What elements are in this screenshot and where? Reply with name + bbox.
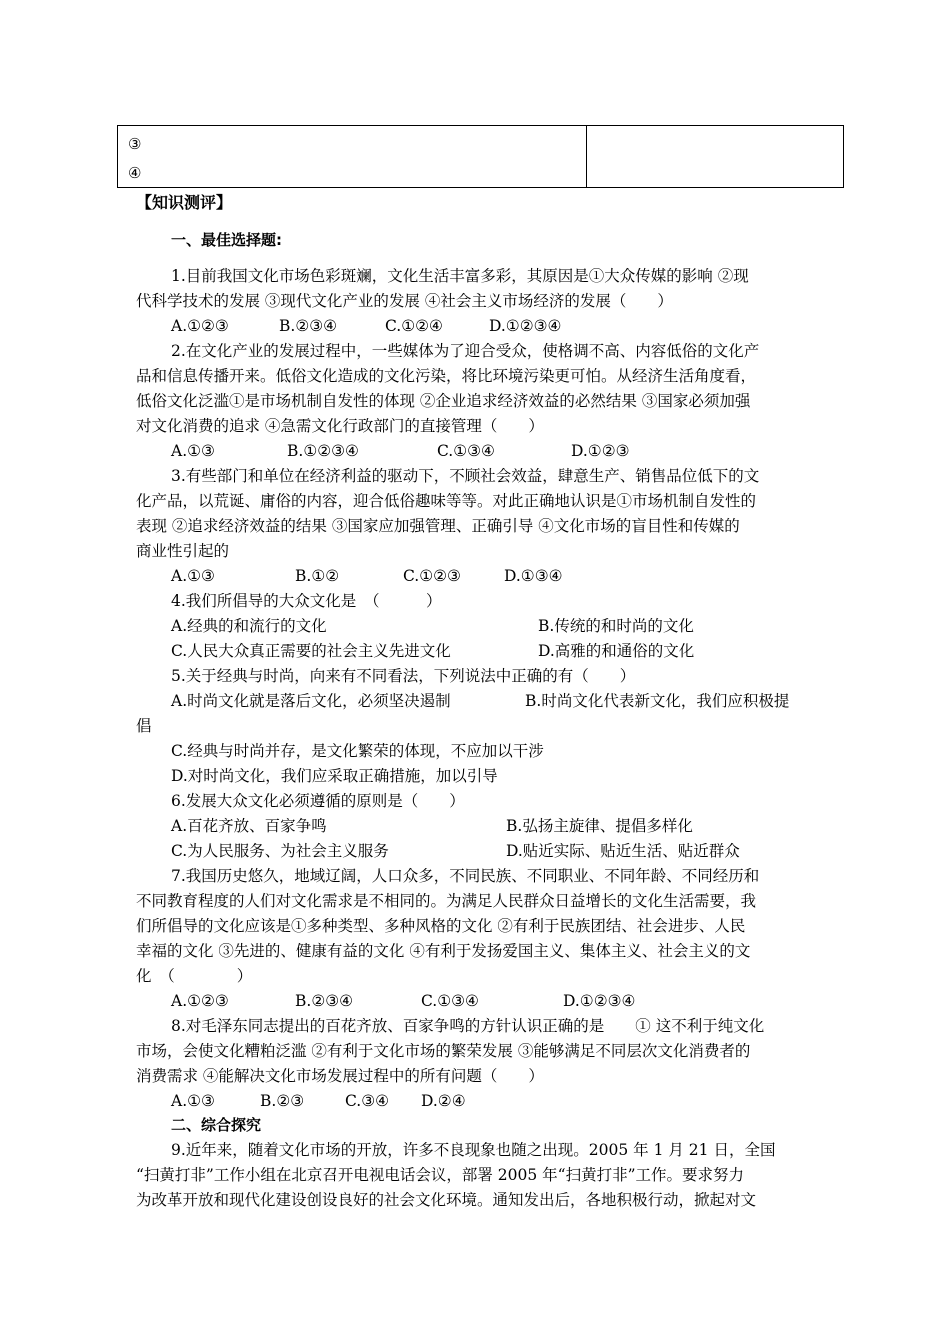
option-c: C.③④ (345, 1092, 390, 1110)
option-b: B.②③ (260, 1092, 305, 1110)
option-d: D.①②③④ (563, 992, 636, 1010)
option-d: D.②④ (421, 1092, 466, 1110)
option-b-wrap: 倡 (136, 717, 152, 735)
question-8-line: 8.对毛泽东同志提出的百花齐放、百家争鸣的方针认识正确的是 ① 这不利于纯文化 (171, 1017, 765, 1035)
question-9-line: “扫黄打非”工作小组在北京召开电视电话会议，部署 2005 年“扫黄打非”工作。要求努力 (136, 1166, 744, 1184)
question-9-line: 9.近年来，随着文化市场的开放，许多不良现象也随之出现。2005 年 1 月 21 日，全国 (171, 1141, 776, 1159)
question-6-line: 6.发展大众文化必须遵循的原则是（ ） (171, 792, 465, 810)
option-a: A.①③ (171, 567, 215, 585)
option-d: D.贴近实际、贴近生活、贴近群众 (506, 842, 740, 860)
option-c: C.为人民服务、为社会主义服务 (171, 842, 389, 860)
option-a: A.百花齐放、百家争鸣 (171, 817, 327, 835)
option-d: D.高雅的和通俗的文化 (538, 642, 695, 660)
option-c: C.经典与时尚并存，是文化繁荣的体现，不应加以干涉 (171, 742, 544, 760)
option-b: B.②③④ (279, 317, 338, 335)
question-8-line: 市场，会使文化糟粕泛滥 ②有利于文化市场的繁荣发展 ③能够满足不同层次文化消费者的 (136, 1042, 751, 1060)
option-c: C.人民大众真正需要的社会主义先进文化 (171, 642, 451, 660)
question-1-line: 1.目前我国文化市场色彩斑斓，文化生活丰富多彩，其原因是①大众传媒的影响 ②现 (171, 267, 749, 285)
option-d: D.对时尚文化，我们应采取正确措施，加以引导 (171, 767, 498, 785)
option-b: B.传统的和时尚的文化 (538, 617, 694, 635)
part1-title: 一、最佳选择题: (171, 231, 282, 249)
table-column-divider (586, 126, 587, 187)
part2-title: 二、综合探究 (171, 1116, 262, 1134)
option-c: C.①②③ (403, 567, 461, 585)
option-d: D.①③④ (504, 567, 563, 585)
question-5-line: 5.关于经典与时尚，向来有不同看法，下列说法中正确的有（ ） (171, 667, 636, 685)
option-b: B.②③④ (295, 992, 354, 1010)
option-a: A.时尚文化就是落后文化，必须坚决遏制 (171, 692, 451, 710)
question-2-line: 品和信息传播开来。低俗文化造成的文化污染，将比环境污染更可怕。从经济生活角度看， (136, 367, 757, 385)
question-8-line: 消费需求 ④能解决文化市场发展过程中的所有问题（ ） (136, 1067, 544, 1085)
option-c: C.①③④ (421, 992, 479, 1010)
question-9-line: 为改革开放和现代化建设创设良好的社会文化环境。通知发出后，各地积极行动，掀起对文 (136, 1191, 757, 1209)
option-a: A.经典的和流行的文化 (171, 617, 327, 635)
option-a: A.①③ (171, 442, 215, 460)
question-3-line: 表现 ②追求经济效益的结果 ③国家应加强管理、正确引导 ④文化市场的盲目性和传媒的 (136, 517, 740, 535)
option-a: A.①②③ (171, 992, 229, 1010)
option-a: A.①②③ (171, 317, 229, 335)
option-d: D.①②③ (571, 442, 630, 460)
section-title: 【知识测评】 (136, 193, 233, 212)
question-7-line: 7.我国历史悠久，地域辽阔，人口众多，不同民族、不同职业、不同年龄、不同经历和 (171, 867, 760, 885)
question-7-line: 不同教育程度的人们对文化需求是不相同的。为满足人民群众日益增长的文化生活需要，我 (136, 892, 757, 910)
table-cell-line: ④ (128, 164, 142, 182)
question-2-line: 低俗文化泛滥①是市场机制自发性的体现 ②企业追求经济效益的必然结果 ③国家必须加强 (136, 392, 751, 410)
option-b: B.①② (295, 567, 340, 585)
option-a: A.①③ (171, 1092, 215, 1110)
option-b: B.①②③④ (287, 442, 359, 460)
table-cell-line: ③ (128, 135, 142, 153)
question-3-line: 3.有些部门和单位在经济利益的驱动下，不顾社会效益，肆意生产、销售品位低下的文 (171, 467, 760, 485)
option-b: B.弘扬主旋律、提倡多样化 (506, 817, 693, 835)
question-7-line: 化 （ ） (136, 967, 253, 985)
question-4-line: 4.我们所倡导的大众文化是 （ ） (171, 592, 442, 610)
question-7-line: 们所倡导的文化应该是①多种类型、多种风格的文化 ②有利于民族团结、社会进步、人民 (136, 917, 746, 935)
question-2-line: 2.在文化产业的发展过程中，一些媒体为了迎合受众，使格调不高、内容低俗的文化产 (171, 342, 760, 360)
question-2-line: 对文化消费的追求 ④急需文化行政部门的直接管理（ ） (136, 417, 544, 435)
option-d: D.①②③④ (489, 317, 562, 335)
option-b: B.时尚文化代表新文化，我们应积极提 (525, 692, 790, 710)
question-7-line: 幸福的文化 ③先进的、健康有益的文化 ④有利于发扬爱国主义、集体主义、社会主义的文 (136, 942, 751, 960)
option-c: C.①③④ (437, 442, 495, 460)
option-c: C.①②④ (385, 317, 443, 335)
question-1-line: 代科学技术的发展 ③现代文化产业的发展 ④社会主义市场经济的发展（ ） (136, 292, 673, 310)
question-3-line: 商业性引起的 (136, 542, 230, 560)
question-3-line: 化产品，以荒诞、庸俗的内容，迎合低俗趣味等等。对此正确地认识是①市场机制自发性的 (136, 492, 757, 510)
answer-table (117, 125, 844, 188)
